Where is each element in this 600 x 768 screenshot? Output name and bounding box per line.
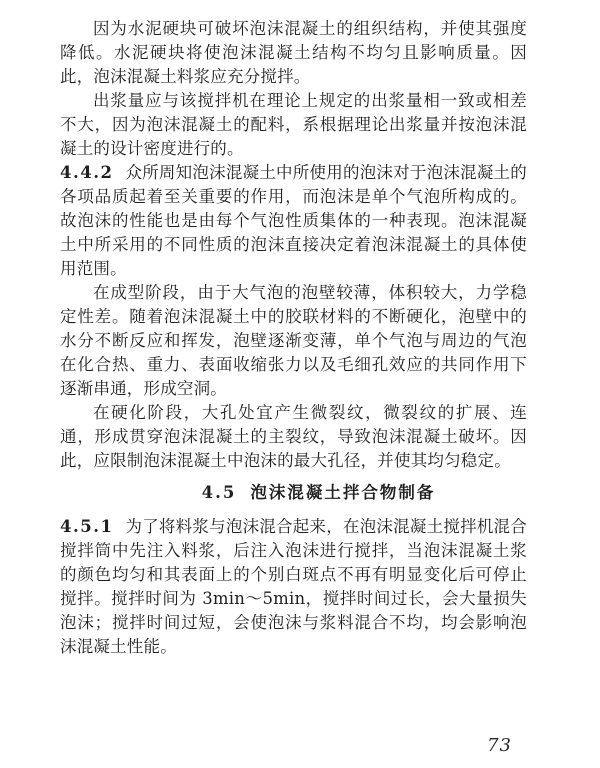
section-heading <box>60 481 527 505</box>
paragraph: 在成型阶段，由于大气泡的泡壁较薄，体积较大，力学稳定性差。随着泡沫混凝土中的胶联材料的不断硬化，泡壁中的水分不断反应和挥发，泡壁逐渐变薄，单个气泡与周边的气泡在化合热、重力、表面收缩张力以及毛细孔效应的共同作用下逐渐串通，形成空洞。 <box>60 283 527 398</box>
clause-paragraph <box>60 161 527 281</box>
clause-text: 众所周知泡沫混凝土中所使用的泡沫对于泡沫混凝土的各项品质起着至关重要的作用，而泡沫是单个气泡所构成的。故泡沫的性能也是由每个气泡性质集体的一种表现。泡沫混凝土中所采用的不同性质的泡沫直接决定着泡沫混凝土的具体使用范围。 <box>60 163 527 278</box>
paragraph: 因为水泥硬块可破坏泡沫混凝土的组织结构，并使其强度降低。水泥硬块将使泡沫混凝土结构不均匀且影响质量。因此，泡沫混凝土料浆应充分搅拌。 <box>60 19 527 86</box>
section-title: 泡沫混凝土拌合物制备 <box>250 483 436 502</box>
paragraph: 在硬化阶段，大孔处宜产生微裂纹，微裂纹的扩展、连通，形成贯穿泡沫混凝土的主裂纹，导致泡沫混凝土破坏。因此，应限制泡沫混凝土中泡沫的最大孔径，并使其均匀稳定。 <box>60 403 527 470</box>
section-number: 4.5 <box>201 483 237 502</box>
paragraph: 出浆量应与该搅拌机在理论上规定的出浆量相一致或相差不大，因为泡沫混凝土的配料，系根据理论出浆量并按泡沫混凝土的设计密度进行的。 <box>60 91 527 158</box>
clause-number: 4.4.2 <box>60 163 114 182</box>
clause-paragraph <box>60 515 527 659</box>
clause-text: 为了将料浆与泡沫混合起来，在泡沫混凝土搅拌机混合搅拌筒中先注入料浆，后注入泡沫进行搅拌，当泡沫混凝土浆的颜色均匀和其表面上的个别白斑点不再有明显变化后可停止搅拌。搅拌时间为 3min～5min，搅拌时间过长，会大量损失泡沫；搅拌时间过短，会使泡沫与浆料混合不均，均会影响泡沫混凝土性能。 <box>60 517 527 656</box>
page-number: 73 <box>487 735 512 756</box>
clause-number: 4.5.1 <box>60 517 114 536</box>
